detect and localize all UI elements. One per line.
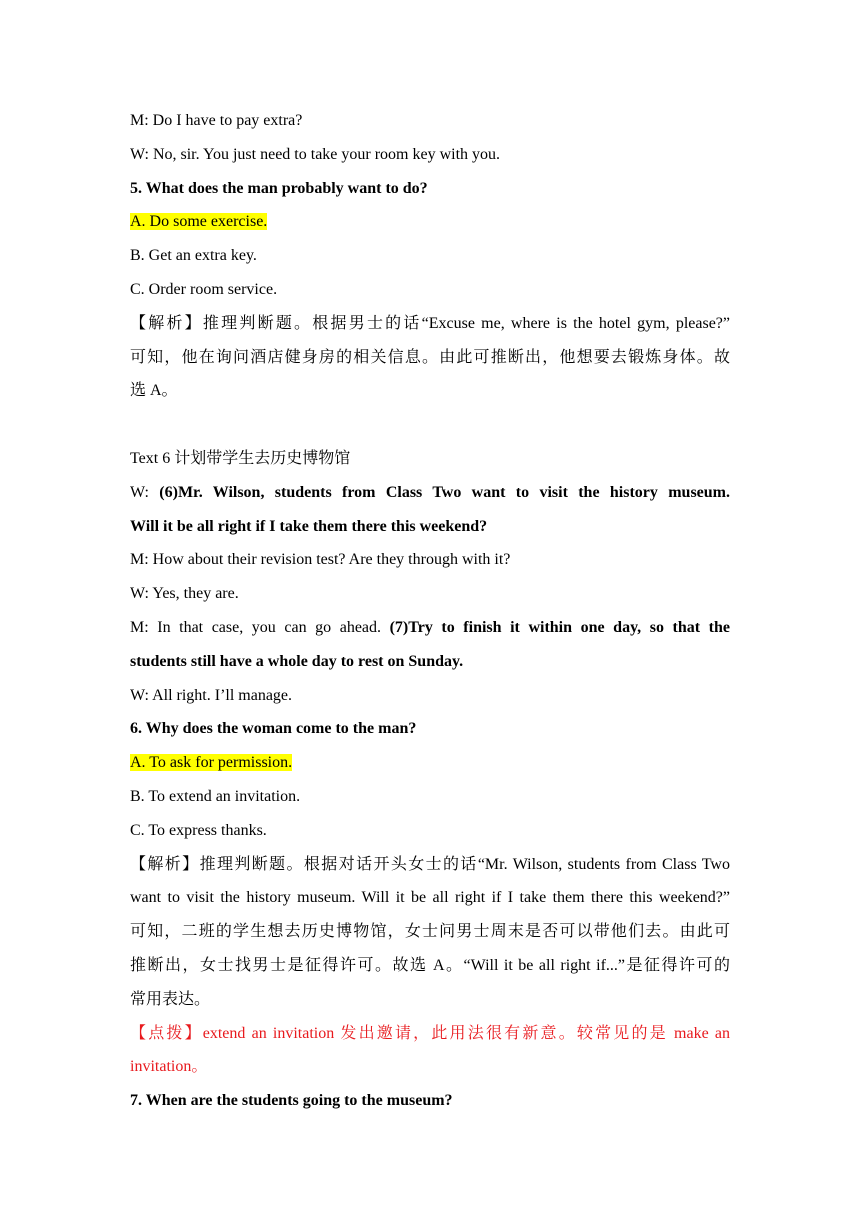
question-6: 6. Why does the woman come to the man?: [130, 720, 417, 738]
q6-explanation-line: 常用表达。: [130, 990, 211, 1008]
speaker-label: W:: [130, 483, 160, 501]
q6-option-b: B. To extend an invitation.: [130, 787, 301, 805]
question-5: 5. What does the man probably want to do?: [130, 179, 428, 197]
q5-option-b: B. Get an extra key.: [130, 247, 257, 265]
dialogue-line: [130, 611, 730, 645]
q5-option-a: [130, 205, 730, 239]
text-6-heading: Text 6 计划带学生去历史博物馆: [130, 449, 351, 467]
dialogue-text: M: In that case, you can go ahead.: [130, 618, 390, 636]
dialogue-line: W: Yes, they are.: [130, 585, 239, 603]
q5-explanation-line: 可知，他在询问酒店健身房的相关信息。由此可推断出，他想要去锻炼身体。故: [130, 348, 730, 366]
dialogue-line: M: How about their revision test? Are they through with it?: [130, 551, 511, 569]
blank-line: [130, 408, 730, 442]
tip-line: invitation。: [130, 1058, 208, 1076]
q6-explanation-line: 推断出，女士找男士是征得许可。故选 A。“Will it be all right if...”是征得许可的: [130, 956, 730, 974]
q5-explanation-line: 【解析】推理判断题。根据男士的话“Excuse me, where is the hotel gym, please?”: [130, 314, 730, 332]
q6-explanation-line: 【解析】推理判断题。根据对话开头女士的话“Mr. Wilson, students from Class Two: [130, 855, 730, 873]
key-sentence-6-cont: Will it be all right if I take them there this weekend?: [130, 517, 488, 535]
q6-option-c: C. To express thanks.: [130, 821, 267, 839]
dialogue-line: [130, 476, 730, 510]
q6-explanation-line: 可知，二班的学生想去历史博物馆，女士问男士周末是否可以带他们去。由此可: [130, 923, 730, 941]
dialogue-line: W: All right. I’ll manage.: [130, 686, 293, 704]
document-page: [130, 104, 730, 1118]
key-sentence-7: (7)Try to finish it within one day, so that the: [389, 618, 730, 636]
tip-line: 【点拨】extend an invitation 发出邀请，此用法很有新意。较常见的是 make an: [130, 1024, 730, 1042]
answer-highlight: A. To ask for permission.: [130, 754, 293, 772]
dialogue-line: W: No, sir. You just need to take your room key with you.: [130, 145, 501, 163]
question-7: 7. When are the students going to the museum?: [130, 1092, 453, 1110]
key-sentence-7-cont: students still have a whole day to rest on Sunday.: [130, 652, 464, 670]
q5-option-c: C. Order room service.: [130, 280, 278, 298]
q6-explanation-line: want to visit the history museum. Will it be all right if I take them there this weekend?”: [130, 889, 730, 907]
answer-highlight: A. Do some exercise.: [130, 213, 268, 231]
q6-option-a: [130, 746, 730, 780]
dialogue-line: M: Do I have to pay extra?: [130, 112, 303, 129]
key-sentence-6: (6)Mr. Wilson, students from Class Two want to visit the history museum.: [159, 483, 730, 501]
q5-explanation-line: 选 A。: [130, 382, 178, 400]
